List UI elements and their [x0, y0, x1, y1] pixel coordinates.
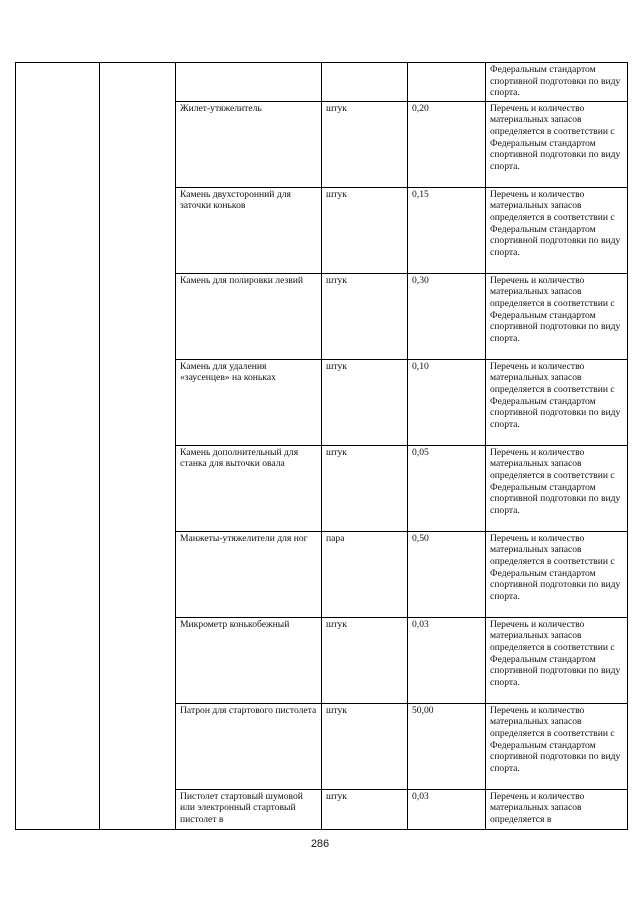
table-cell-note: Перечень и количество материальных запасов определяется в соответствии с Федеральным стандартом спортивной подготовки по виду спорта. [486, 273, 628, 359]
table-cell-unit: штук [322, 617, 408, 703]
table-cell-note: Перечень и количество материальных запасов определяется в соответствии с Федеральным стандартом спортивной подготовки по виду спорта. [486, 531, 628, 617]
table-cell-note: Перечень и количество материальных запасов определяется в соответствии с Федеральным стандартом спортивной подготовки по виду спорта. [486, 445, 628, 531]
table-cell-name: Камень для полировки лезвий [176, 273, 322, 359]
table-cell-qty: 0,03 [408, 617, 486, 703]
page-number: 286 [310, 838, 330, 850]
table-cell-name: Камень для удаления «заусенцев» на коньках [176, 359, 322, 445]
empty-cell-col2 [100, 63, 176, 830]
table-cell-unit: штук [322, 789, 408, 829]
table-cell-note: Перечень и количество материальных запасов определяется в [486, 789, 628, 829]
table-row [16, 63, 628, 102]
table-cell-name: Микрометр конькобежный [176, 617, 322, 703]
materials-table [15, 62, 628, 830]
table-cell-note: Перечень и количество материальных запасов определяется в соответствии с Федеральным стандартом спортивной подготовки по виду спорта. [486, 617, 628, 703]
table-cell-note: Федеральным стандартом спортивной подготовки по виду спорта. [486, 63, 628, 102]
table-cell-qty: 0,03 [408, 789, 486, 829]
empty-cell-col1 [16, 63, 100, 830]
table-cell-name: Патрон для стартового пистолета [176, 703, 322, 789]
table-cell-unit: штук [322, 445, 408, 531]
table-cell-qty: 0,30 [408, 273, 486, 359]
table-cell-unit [322, 63, 408, 102]
table-cell-name: Камень двухсторонний для заточки коньков [176, 187, 322, 273]
table-cell-name: Жилет-утяжелитель [176, 101, 322, 187]
table-cell-qty: 0,15 [408, 187, 486, 273]
table-cell-note: Перечень и количество материальных запасов определяется в соответствии с Федеральным стандартом спортивной подготовки по виду спорта. [486, 703, 628, 789]
table-cell-unit: пара [322, 531, 408, 617]
table-cell-qty: 50,00 [408, 703, 486, 789]
table-cell-qty [408, 63, 486, 102]
table-cell-name: Камень дополнительный для станка для выточки овала [176, 445, 322, 531]
table-cell-note: Перечень и количество материальных запасов определяется в соответствии с Федеральным стандартом спортивной подготовки по виду спорта. [486, 359, 628, 445]
table-cell-qty: 0,05 [408, 445, 486, 531]
table-cell-name: Манжеты-утяжелители для ног [176, 531, 322, 617]
table-cell-note: Перечень и количество материальных запасов определяется в соответствии с Федеральным стандартом спортивной подготовки по виду спорта. [486, 101, 628, 187]
table-cell-qty: 0,20 [408, 101, 486, 187]
table-cell-name [176, 63, 322, 102]
table-cell-unit: штук [322, 273, 408, 359]
table-cell-unit: штук [322, 187, 408, 273]
table-cell-qty: 0,10 [408, 359, 486, 445]
table-cell-qty: 0,50 [408, 531, 486, 617]
table-body [16, 63, 628, 830]
table-cell-name: Пистолет стартовый шумовой или электронный стартовый пистолет в [176, 789, 322, 829]
table-cell-note: Перечень и количество материальных запасов определяется в соответствии с Федеральным стандартом спортивной подготовки по виду спорта. [486, 187, 628, 273]
table-cell-unit: штук [322, 101, 408, 187]
table-cell-unit: штук [322, 703, 408, 789]
table-cell-unit: штук [322, 359, 408, 445]
